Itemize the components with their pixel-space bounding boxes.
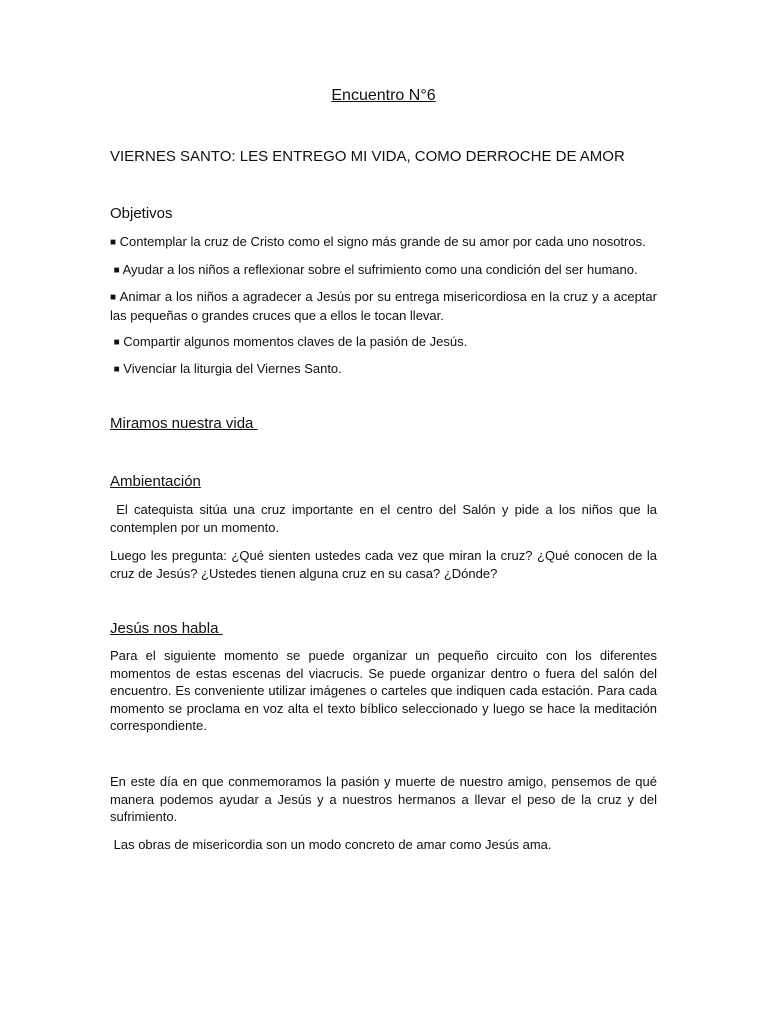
objective-item [110, 360, 657, 379]
objectives-heading: Objetivos [110, 205, 173, 222]
objective-item [110, 261, 657, 280]
objective-text: Vivenciar la liturgia del Viernes Santo. [123, 361, 342, 376]
bullet-icon: ■ [113, 364, 120, 375]
objective-text: Animar a los niños a agradecer a Jesús por su entrega misericordiosa en la cruz y a aceptar las pequeñas o grandes cruces que a ellos le tocan llevar. [110, 289, 657, 323]
jesus-habla-paragraph: Para el siguiente momento se puede organizar un pequeño circuito con los diferentes momentos de estas escenas del viacrucis. Se puede organizar dentro o fuera del salón del encuentro. Es conveniente utilizar imágenes o carteles que indiquen cada estación. Para cada momento se proclama en voz alta el texto bíblico seleccionado y luego se hace la meditación correspondiente. [110, 648, 657, 733]
miramos-heading: Miramos nuestra vida [110, 415, 258, 432]
document-title: Encuentro N°6 [331, 87, 436, 104]
ambientacion-paragraph: El catequista sitúa una cruz importante en el centro del Salón y pide a los niños que la contemplen por un momento. [110, 502, 661, 535]
jesus-habla-paragraph: Las obras de misericordia son un modo concreto de amar como Jesús ama. [110, 837, 552, 852]
objective-text: Compartir algunos momentos claves de la pasión de Jesús. [123, 334, 468, 349]
jesus-habla-paragraph: En este día en que conmemoramos la pasión y muerte de nuestro amigo, pensemos de qué manera podemos ayudar a Jesús y a nuestros hermanos a llevar el peso de la cruz y del sufrimiento. [110, 774, 657, 824]
objective-text: Contemplar la cruz de Cristo como el signo más grande de su amor por cada uno nosotros. [119, 234, 646, 249]
objective-item [110, 288, 657, 324]
jesus-habla-heading: Jesús nos habla [110, 620, 223, 637]
bullet-icon: ■ [113, 265, 120, 276]
objective-item [110, 333, 657, 352]
bullet-icon: ■ [113, 337, 120, 348]
objective-text: Ayudar a los niños a reflexionar sobre el sufrimiento como una condición del ser humano. [122, 262, 638, 277]
ambientacion-paragraph: Luego les pregunta: ¿Qué sienten ustedes cada vez que miran la cruz? ¿Qué conocen de la cruz de Jesús? ¿Ustedes tienen alguna cruz en su casa? ¿Dónde? [110, 548, 657, 581]
bullet-icon: ■ [110, 292, 117, 303]
ambientacion-heading: Ambientación [110, 473, 201, 490]
bullet-icon: ■ [110, 237, 117, 248]
main-heading: VIERNES SANTO: LES ENTREGO MI VIDA, COMO DERROCHE DE AMOR [110, 148, 625, 165]
objective-item [110, 233, 657, 252]
